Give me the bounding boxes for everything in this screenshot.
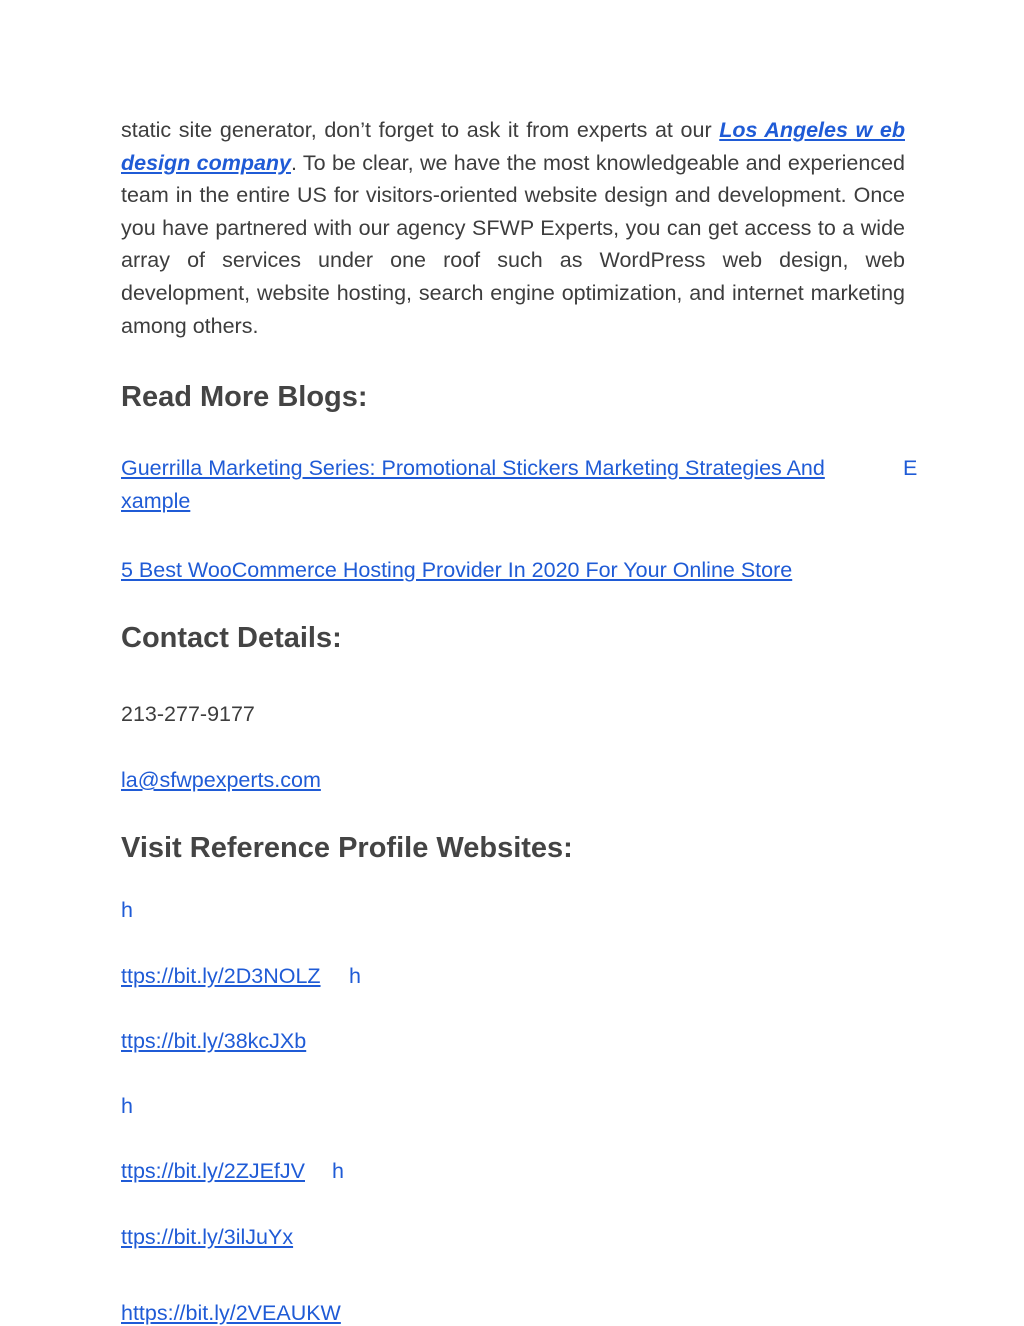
reference-link-2zjefjv[interactable]: ttps://bit.ly/2ZJEfJV: [121, 1159, 305, 1183]
reference-link-3iljuyx[interactable]: ttps://bit.ly/3ilJuYx: [121, 1225, 294, 1249]
contact-heading: Contact Details:: [121, 622, 342, 654]
los-angeles-web-design-link[interactable]: Los Angeles w eb design company: [121, 118, 905, 175]
blog-link-guerrilla-line1[interactable]: Guerrilla Marketing Series: Promotional Stickers Marketing Strategies And: [121, 456, 825, 480]
reference-line-5-tail[interactable]: h: [332, 1159, 344, 1183]
contact-email-link[interactable]: la@sfwpexperts.com: [121, 768, 321, 792]
reference-heading: Visit Reference Profile Websites:: [121, 832, 573, 864]
reference-line-2-tail[interactable]: h: [349, 964, 361, 988]
reference-line-4[interactable]: h: [121, 1094, 133, 1118]
blog-link-woocommerce[interactable]: 5 Best WooCommerce Hosting Provider In 2020 For Your Online Store: [121, 558, 793, 582]
intro-paragraph: [121, 114, 905, 342]
reference-link-2d3nolz[interactable]: ttps://bit.ly/2D3NOLZ: [121, 964, 321, 988]
intro-text-before: static site generator, don’t forget to ask it from experts at our: [121, 118, 720, 142]
reference-link-2veaukw[interactable]: https://bit.ly/2VEAUKW: [121, 1301, 341, 1325]
reference-line-1[interactable]: h: [121, 898, 133, 922]
blog-link-guerrilla-line2[interactable]: xample: [121, 489, 191, 513]
blog-link-guerrilla-tail[interactable]: E: [903, 456, 918, 480]
intro-text-after: . To be clear, we have the most knowledgeable and experienced team in the entire US for visitors-oriented website design and development. Once you have partnered with our agency SFWP Experts, you can get access to a wide array of services under one roof such as WordPress web design, web development, website hosting, search engine optimization, and internet marketing among others.: [121, 150, 905, 338]
contact-phone: 213-277-9177: [121, 702, 255, 726]
reference-link-38kcjxb[interactable]: ttps://bit.ly/38kcJXb: [121, 1029, 307, 1053]
read-more-heading: Read More Blogs:: [121, 381, 368, 413]
